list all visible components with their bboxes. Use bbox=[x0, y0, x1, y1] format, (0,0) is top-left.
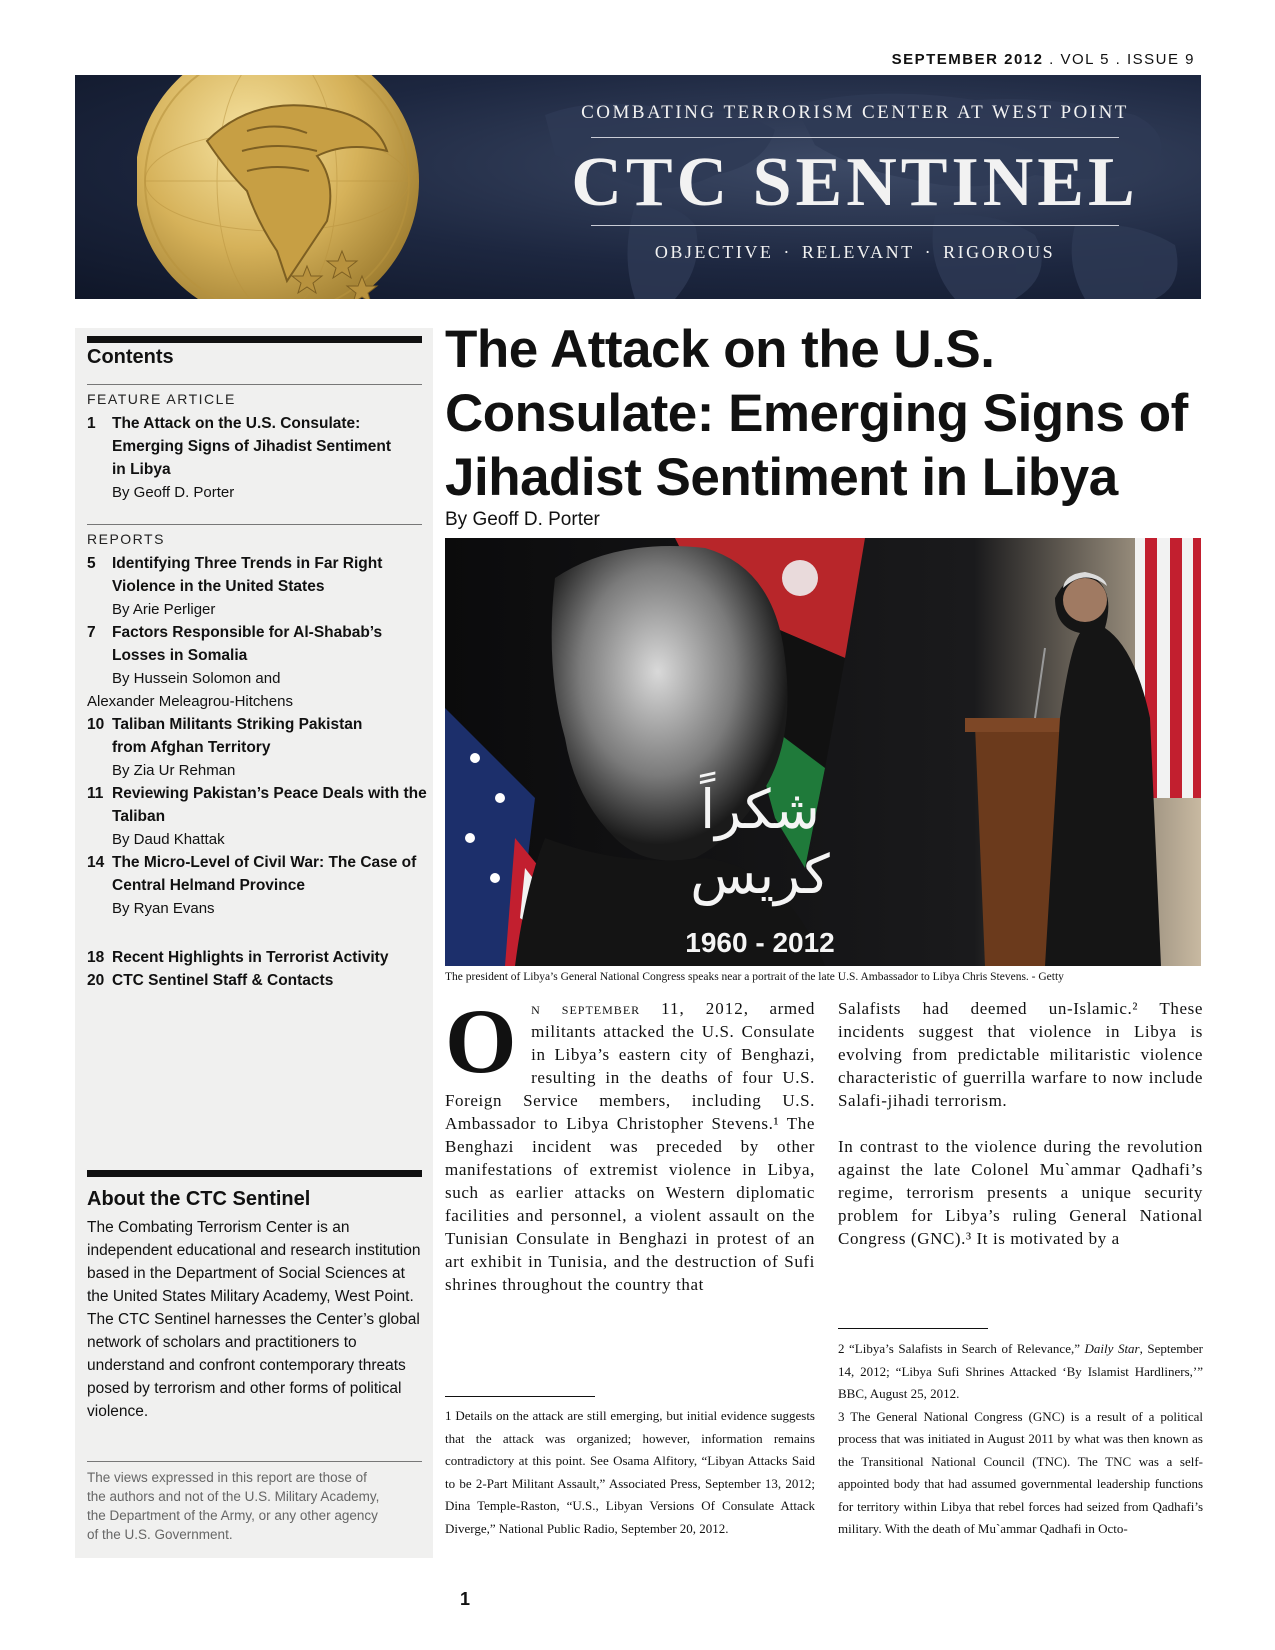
toc-author: By Arie Perliger bbox=[112, 601, 216, 618]
masthead-banner bbox=[75, 75, 1201, 299]
body-text: armed militants attacked the U.S. Consulate in Libya’s eastern city of Benghazi, resulting in the deaths of four U.S. Foreign Service members, including U.S. Ambassador to Libya Christopher Stevens.¹ The Benghazi incident was preceded by other manifestations of extremist violence in Libya, such as earlier attacks on Western diplomatic facilities and personnel, a violent assault on the Tunisian Consulate in Benghazi in protest of an art exhibit in Tunisia, and the destruction of Sufi shrines throughout the country that bbox=[445, 999, 815, 1294]
tagline-separator: · bbox=[783, 242, 792, 262]
photo-illustration bbox=[445, 538, 1201, 966]
sidebar bbox=[75, 328, 433, 1558]
photo-arabic-2: كريس bbox=[690, 843, 830, 906]
reports-toc bbox=[87, 552, 427, 920]
feature-toc bbox=[87, 412, 427, 504]
footnote-1: 1 Details on the attack are still emerging, but initial evidence suggests that the attack was organized; however, information remains contradictory at this point. See Osama Alfitory, “Libyan Attacks Said to be 2-Part Militant Assault,” Associated Press, September 13, 2012; Dina Temple-Raston, “U.S., Libyan Versions Of Consulate Attack Diverge,” National Public Radio, September 20, 2012. bbox=[445, 1408, 815, 1536]
article-headline: The Attack on the U.S. Consulate: Emerging Signs of Jihadist Sentiment in Libya bbox=[445, 320, 1188, 507]
banner-rule bbox=[591, 137, 1119, 138]
toc-page: 7 bbox=[87, 624, 96, 641]
eagle-medal-icon bbox=[137, 75, 437, 299]
photo-caption: The president of Libya’s General National Congress speaks near a portrait of the late U.S. Ambassador to Libya Chris Stevens. - Getty bbox=[445, 971, 1064, 983]
banner-rule bbox=[591, 225, 1119, 226]
toc-page: 18 bbox=[87, 949, 105, 966]
toc-page: 10 bbox=[87, 716, 105, 733]
toc-title: Recent Highlights in Terrorist Activity bbox=[112, 949, 389, 966]
toc-page: 5 bbox=[87, 555, 96, 572]
toc-page: 20 bbox=[87, 972, 105, 989]
toc-item[interactable] bbox=[87, 969, 427, 992]
toc-title: Taliban Militants Striking Pakistan from Afghan Territory bbox=[112, 716, 363, 756]
center-name: COMBATING TERRORISM CENTER AT WEST POINT bbox=[581, 102, 1129, 123]
toc-author: By Daud Khattak bbox=[112, 831, 225, 848]
toc-author: By Ryan Evans bbox=[112, 900, 215, 917]
toc-author: By Hussein Solomon and bbox=[112, 670, 281, 687]
extras-toc bbox=[87, 946, 427, 992]
tagline-word: RELEVANT bbox=[801, 242, 915, 262]
toc-item[interactable] bbox=[87, 782, 427, 851]
divider bbox=[87, 384, 422, 385]
masthead-title: CTC SENTINEL bbox=[571, 144, 1139, 221]
toc-title: Reviewing Pakistan’s Peace Deals with the Taliban bbox=[112, 785, 427, 825]
issue-date: SEPTEMBER 2012 bbox=[891, 51, 1044, 68]
drop-cap: O bbox=[445, 990, 518, 1092]
article-byline: By Geoff D. Porter bbox=[445, 509, 600, 530]
toc-page: 1 bbox=[87, 415, 96, 432]
toc-item[interactable] bbox=[87, 412, 427, 504]
footnote-2-text: , September 14, 2012; “Libya Sufi Shrines Attacked ‘By Islamist Hardliners,’” BBC, August 25, 2012. bbox=[838, 1341, 1204, 1401]
divider bbox=[87, 524, 422, 525]
toc-title: Identifying Three Trends in Far Right Violence in the United States bbox=[112, 555, 383, 595]
about-title: About the CTC Sentinel bbox=[87, 1188, 311, 1210]
photo-years: 1960 - 2012 bbox=[685, 927, 835, 958]
tagline-word: RIGOROUS bbox=[943, 242, 1056, 262]
footnote-2-source: Daily Star bbox=[1084, 1341, 1140, 1356]
footnote-3: 3 The General National Congress (GNC) is a result of a political process that was initiated in August 2011 by what was then known as the Transitional National Council (TNC). The TNC was a self-appointed body that had assumed governmental leadership functions for territory within Libya that rebel forces had seized from Qadhafi’s military. With the death of Mu`ammar Qadhafi in Octo- bbox=[838, 1408, 1203, 1536]
disclaimer: The views expressed in this report are those of the authors and not of the U.S. Military Academy, the Department of the Army, or any other agency of the U.S. Government. bbox=[87, 1470, 380, 1542]
toc-item[interactable] bbox=[87, 946, 427, 969]
article-column-1 bbox=[445, 990, 815, 1296]
tagline bbox=[515, 242, 1195, 263]
toc-item[interactable] bbox=[87, 713, 427, 782]
toc-item[interactable] bbox=[87, 851, 427, 920]
toc-title: Factors Responsible for Al-Shabab’s Losses in Somalia bbox=[112, 624, 383, 664]
feature-label: FEATURE ARTICLE bbox=[87, 391, 236, 407]
body-paragraph: In contrast to the violence during the revolution against the late Colonel Mu`ammar Qadhafi’s regime, terrorism presents a unique security problem for Libya’s ruling General National Congress (GNC).³ It is motivated by a bbox=[838, 1137, 1203, 1248]
issue-volume: . VOL 5 . ISSUE 9 bbox=[1043, 51, 1195, 68]
reports-label: REPORTS bbox=[87, 531, 165, 547]
toc-item[interactable] bbox=[87, 552, 427, 621]
toc-author: By Zia Ur Rehman bbox=[112, 762, 236, 779]
footnote-2 bbox=[838, 1338, 1203, 1406]
footnote-rule bbox=[445, 1396, 595, 1397]
article-column-2 bbox=[838, 997, 1203, 1250]
tagline-separator: · bbox=[924, 242, 934, 262]
footnotes-2-3 bbox=[838, 1338, 1203, 1541]
about-text: The Combating Terrorism Center is an independent educational and research institution based in the Department of Social Sciences at the United States Military Academy, West Point. The CTC Sentinel harnesses the Center’s global network of scholars and practitioners to understand and confront contemporary threats posed by terrorism and other forms of political violence. bbox=[87, 1219, 421, 1420]
footnote-rule bbox=[838, 1328, 988, 1329]
photo-arabic-1: شكراً bbox=[700, 778, 820, 841]
toc-page: 14 bbox=[87, 854, 105, 871]
about-bar bbox=[87, 1170, 422, 1177]
contents-title: Contents bbox=[87, 346, 174, 368]
contents-bar bbox=[87, 336, 422, 343]
issue-line bbox=[892, 51, 1195, 68]
toc-title: The Attack on the U.S. Consulate: Emerging Signs of Jihadist Sentiment in Libya bbox=[112, 415, 392, 478]
toc-title: The Micro-Level of Civil War: The Case of Central Helmand Province bbox=[112, 854, 417, 894]
toc-title: CTC Sentinel Staff & Contacts bbox=[112, 972, 334, 989]
tagline-word: OBJECTIVE bbox=[654, 242, 774, 262]
footnote-2-text: 2 “Libya’s Salafists in Search of Relevance,” bbox=[838, 1341, 1085, 1356]
divider bbox=[87, 1461, 422, 1462]
lead-in: n september 11, 2012, bbox=[531, 999, 749, 1018]
toc-author: Alexander Meleagrou-Hitchens bbox=[87, 693, 293, 710]
toc-author: By Geoff D. Porter bbox=[112, 484, 235, 501]
toc-page: 11 bbox=[87, 785, 104, 802]
article-photo bbox=[445, 538, 1201, 966]
page-number: 1 bbox=[460, 1589, 471, 1609]
body-paragraph: Salafists had deemed un-Islamic.² These incidents suggest that violence in Libya is evolving from predictable militaristic violence characteristic of guerrilla warfare to now include Salafi-jihadi terrorism. bbox=[838, 999, 1203, 1110]
toc-item[interactable] bbox=[87, 621, 427, 713]
